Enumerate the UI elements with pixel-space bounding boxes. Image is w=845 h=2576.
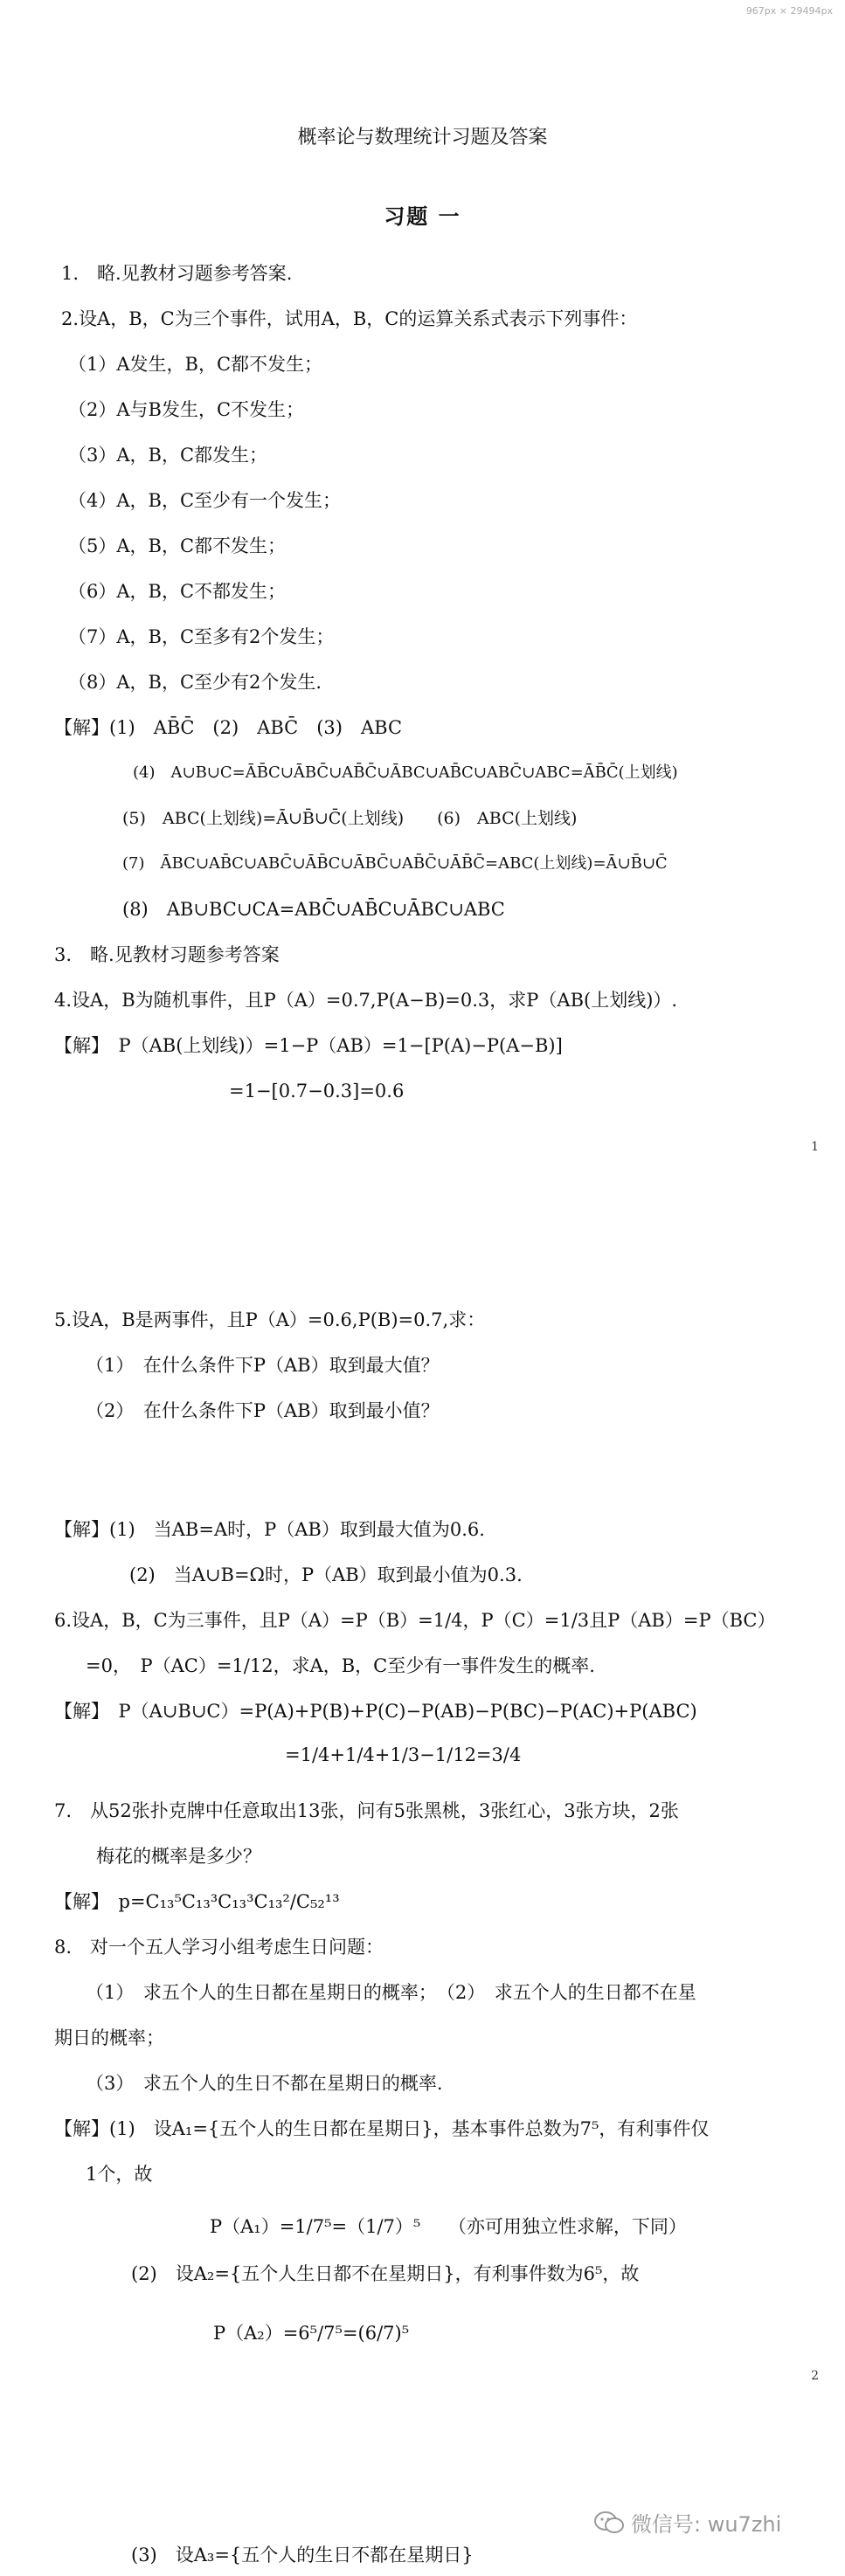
problem-2-item: （3）A，B，C都发生；	[68, 445, 268, 466]
problem-2-item: （4）A，B，C至少有一个发生；	[68, 490, 342, 511]
watermark-text: 微信号: wu7zhi	[631, 2512, 782, 2537]
solution-5: 【解】(1) 当AB=A时，P（AB）取到最大值为0.6.	[54, 1519, 485, 1540]
section-heading: 习题 一	[384, 204, 461, 229]
dimension-tag: 967px × 29494px	[745, 5, 833, 17]
solution-7: 【解】 p=C₁₃⁵C₁₃³C₁₃³C₁₃²/C₅₂¹³	[54, 1891, 340, 1912]
solution-6: 【解】 P（A∪B∪C）=P(A)+P(B)+P(C)−P(AB)−P(BC)−P(AC)+P(ABC)	[54, 1701, 697, 1722]
problem-2-item: （7）A，B，C至多有2个发生；	[68, 626, 335, 647]
solution-4-line: =1−[0.7−0.3]=0.6	[229, 1081, 405, 1102]
problem-5-item: （1） 在什么条件下P（AB）取到最大值？	[86, 1355, 440, 1376]
problem-2: 2.设A，B，C为三个事件，试用A，B，C的运算关系式表示下列事件：	[61, 308, 638, 329]
problem-2-item: （5）A，B，C都不发生；	[68, 535, 287, 556]
problem-8-item: 期日的概率；	[54, 2027, 164, 2048]
watermark	[594, 2507, 781, 2538]
solution-2-line: (4) A∪B∪C=ĀB̄C∪ĀBC̄∪AB̄C̄∪ĀBC∪AB̄C∪ABC̄∪ABC=ĀB̄C̄(上划线)	[133, 763, 678, 782]
problem-2-item: （1）A发生，B，C都不发生；	[68, 354, 323, 375]
problem-1: 1. 略.见教材习题参考答案.	[61, 263, 293, 284]
problem-5: 5.设A，B是两事件，且P（A）=0.6,P(B)=0.7,求：	[54, 1309, 486, 1330]
solution-8: 【解】(1) 设A₁={五个人的生日都在星期日}，基本事件总数为7⁵，有利事件仅	[54, 2118, 710, 2139]
wechat-icon	[594, 2510, 624, 2535]
problem-7: 7. 从52张扑克牌中任意取出13张，问有5张黑桃，3张红心，3张方块，2张	[54, 1800, 679, 1821]
solution-2-line: (5) ABC(上划线)=Ā∪B̄∪C̄(上划线) (6) ABC(上划线)	[122, 809, 578, 828]
problem-8-item: （1） 求五个人的生日都在星期日的概率； （2） 求五个人的生日都不在星	[86, 1982, 696, 2003]
solution-6-line: =1/4+1/4+1/3−1/12=3/4	[285, 1744, 522, 1765]
problem-2-item: （8）A，B，C至少有2个发生.	[68, 672, 322, 693]
solution-8-line: (2) 设A₂={五个人生日都不在星期日}，有利事件数为6⁵，故	[131, 2263, 640, 2284]
problem-5-item: （2） 在什么条件下P（AB）取到最小值？	[86, 1400, 440, 1421]
page-number: 1	[811, 1140, 819, 1154]
problem-3: 3. 略.见教材习题参考答案	[54, 944, 280, 965]
problem-2-item: （2）A与B发生，C不发生；	[68, 399, 305, 420]
solution-8-line: 1个，故	[86, 2164, 153, 2185]
problem-8: 8. 对一个五人学习小组考虑生日问题：	[54, 1937, 384, 1958]
solution-2-line: (8) AB∪BC∪CA=ABC̄∪AB̄C∪ĀBC∪ABC	[122, 899, 505, 920]
solution-2: 【解】(1) AB̄C̄ (2) ABC̄ (3) ABC	[54, 717, 403, 738]
solution-8-line: (3) 设A₃={五个人的生日不都在星期日}	[131, 2545, 474, 2566]
problem-6: 6.设A，B，C为三事件，且P（A）=P（B）=1/4，P（C）=1/3且P（AB）=P（BC）	[54, 1610, 776, 1631]
solution-2-line: (7) ĀBC∪AB̄C∪ABC̄∪ĀB̄C∪ĀBC̄∪AB̄C̄∪ĀB̄C̄=ABC(上划线)=Ā∪B̄∪C̄	[122, 854, 668, 873]
problem-6-line: =0， P（AC）=1/12，求A，B，C至少有一事件发生的概率.	[86, 1655, 595, 1676]
problem-4: 4.设A，B为随机事件，且P（A）=0.7,P(A−B)=0.3，求P（AB(上划线)）.	[54, 990, 678, 1011]
solution-8-formula: P（A₂）=6⁵/7⁵=(6/7)⁵	[213, 2323, 410, 2344]
solution-4: 【解】 P（AB(上划线)）=1−P（AB）=1−[P(A)−P(A−B)]	[54, 1035, 563, 1056]
page-number: 2	[811, 2369, 819, 2383]
problem-2-item: （6）A，B，C不都发生；	[68, 581, 287, 602]
problem-8-item: （3） 求五个人的生日不都在星期日的概率.	[86, 2073, 443, 2094]
document-title: 概率论与数理统计习题及答案	[297, 127, 548, 148]
problem-7-line: 梅花的概率是多少？	[96, 1846, 261, 1867]
solution-5-line: (2) 当A∪B=Ω时，P（AB）取到最小值为0.3.	[129, 1564, 523, 1585]
solution-8-formula: P（A₁）=1/7⁵=（1/7）⁵ （亦可用独立性求解，下同）	[210, 2216, 687, 2237]
